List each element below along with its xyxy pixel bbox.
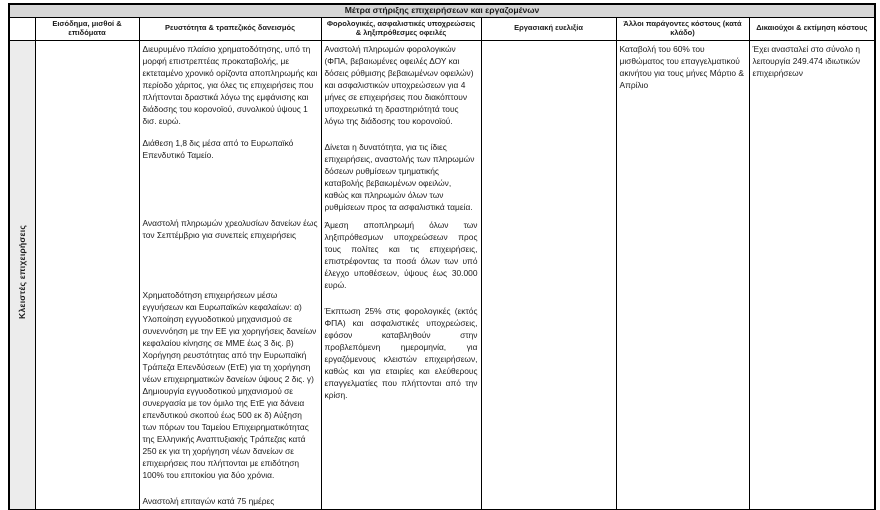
closed-businesses-row [9, 40, 875, 510]
row-label-text: Κλειστές επιχειρήσεις [17, 225, 28, 319]
cell-tax-social-security-obligations [321, 40, 481, 510]
cell-income-wages-benefits [35, 40, 139, 510]
cell-paragraph: Διευρυμένο πλαίσιο χρηματοδότησης, υπό τη μορφή επιστρεπτέας προκαταβολής, με εκτεταμένο χρονικό ορίζοντα αποπληρωμής και περίοδο χάριτος, για όλες τις επιχειρήσεις που πλήττονται δραστικά λόγω της εμφάνισης και διάδοσης του κορονοϊού, συνολικού ύψους 1 δισ. ευρώ. [142, 43, 318, 126]
table-title-row [9, 4, 875, 17]
column-header-labor-flexibility: Εργασιακή ευελιξία [481, 17, 616, 40]
cell-beneficiaries-cost-estimate [749, 40, 875, 510]
cell-paragraph: Χρηματοδότηση επιχειρήσεων μέσω εγγυήσεων και Ευρωπαϊκών κεφαλαίων: α) Υλοποίηση εγγυοδοτικού μηχανισμού σε συνεννόηση με την ΕΕ για χορηγήσεις δανείων κεφαλαίου κίνησης σε ΜΜΕ έως 3 δις. β) Χορήγηση ρευστότητας από την Ευρωπαϊκή Τράπεζα Επενδύσεων (ΕτΕ) για τη χορήγηση νέων επιχειρηματικών δανείων ύψους 2 δις. γ) Δημιουργία εγγυοδοτικού μηχανισμού σε συνεργασία με τον όμιλο της ΕτΕ για δάνεια επενδυτικού σκοπού έως 500 εκ δ) Αύξηση των πόρων του Ταμείου Επιχειρηματικότητας της Ελληνικής Αναπτυξιακής Τράπεζας κατά 250 εκ για τη χορήγηση νέων δανείων σε επιχειρήσεις που πλήττονται με επιδότηση 100% του επιτοκίου για δύο χρόνια. [142, 289, 317, 480]
column-header-beneficiaries: Δικαιούχοι & εκτίμηση κόστους [749, 17, 875, 40]
cell-paragraph: Διάθεση 1,8 δις μέσα από το Ευρωπαϊκό Επενδυτικό Ταμείο. [142, 137, 294, 160]
cell-paragraph: Αναστολή επιταγών κατά 75 ημέρες [142, 495, 275, 506]
table-title: Μέτρα στήριξης επιχειρήσεων και εργαζομένων [9, 4, 875, 17]
cell-paragraph: Έχει ανασταλεί στο σύνολο η λειτουργία 249.474 ιδιωτικών επιχειρήσεων [752, 43, 861, 78]
cell-other-cost-factors [616, 40, 749, 510]
row-label-closed-businesses [9, 40, 35, 510]
cell-paragraph: Αναστολή πληρωμών φορολογικών (ΦΠΑ, βεβαιωμένες οφειλές ΔΟΥ και δόσεις ρύθμισης βεβαιωμένων οφειλών) και ασφαλιστικών υποχρεώσεων για 4 μήνες σε επιχειρήσεις που διακόπτουν υποχρεωτικά τη δραστηριότητά τους λόγω της διάδοσης του κορονοϊού. [324, 43, 474, 126]
cell-paragraph: Έκπτωση 25% στις φορολογικές (εκτός ΦΠΑ) και ασφαλιστικές υποχρεώσεις, εφόσον καταβληθούν στην προβλεπόμενη ημερομηνία, για εργαζόμενους κλειστών επιχειρήσεων, καθώς και για εταιρίες και ελεύθερους επαγγελματίες που πλήττονται από την κρίση. [324, 305, 478, 400]
column-header-income: Εισόδημα, μισθοί & επιδόματα [35, 17, 139, 40]
column-header-liquidity: Ρευστότητα & τραπεζικός δανεισμός [139, 17, 321, 40]
cell-paragraph: Δίνεται η δυνατότητα, για τις ίδιες επιχειρήσεις, αναστολής των πληρωμών δόσεων ρυθμίσεων τμηματικής καταβολής βεβαιωμένων οφειλών, καθώς και πληρωμών όλων των ρυθμίσεων προς τα ασφαλιστικά ταμεία. [324, 141, 475, 212]
column-header-tax-obligations: Φορολογικές, ασφαλιστικές υποχρεώσεις & ληξιπρόθεσμες οφειλές [321, 17, 481, 40]
support-measures-table [8, 3, 876, 510]
cell-liquidity-bank-lending [139, 40, 321, 510]
cell-labor-flexibility [481, 40, 616, 510]
cell-paragraph: Καταβολή του 60% του μισθώματος του επαγγελματικού ακινήτου για τους μήνες Μάρτιο & Απρίλιο [619, 43, 744, 90]
cell-paragraph: Άμεση αποπληρωμή όλων των ληξιπρόθεσμων υποχρεώσεων προς τους πολίτες και τις επιχειρήσεις, επιστρέφοντας τα ποσά όλων των υπό έλεγχο υποθέσεων, ύψους έως 30.000 ευρώ. [324, 219, 478, 290]
column-header-other-costs: Άλλοι παράγοντες κόστους (κατά κλάδο) [616, 17, 749, 40]
table-header-row [9, 17, 875, 40]
cell-paragraph: Αναστολή πληρωμών χρεολυσίων δανείων έως τον Σεπτέμβριο για συνεπείς επιχειρήσεις [142, 217, 318, 240]
corner-cell [9, 17, 35, 40]
